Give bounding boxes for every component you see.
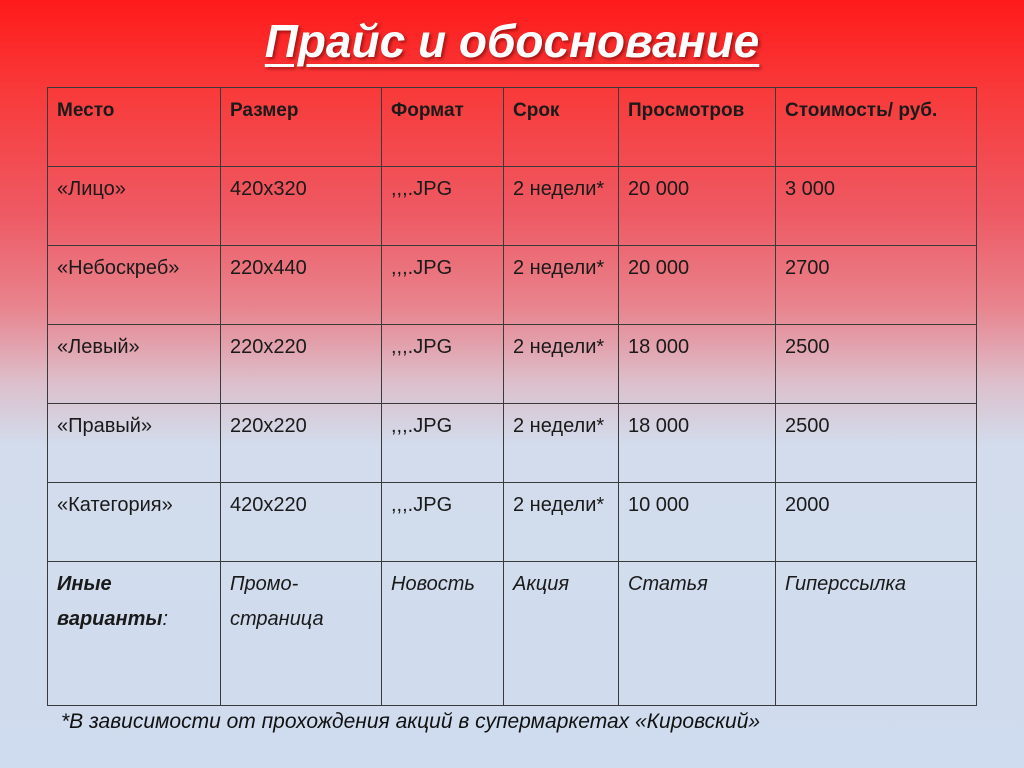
header-term: Срок [504,88,619,167]
cell-place: «Левый» [48,325,221,404]
header-size: Размер [221,88,382,167]
cell-views: 10 000 [619,483,776,562]
table-row [48,483,977,562]
cell-term: 2 недели* [504,167,619,246]
footnote: *В зависимости от прохождения акций в супермаркетах «Кировский» [61,710,761,733]
table-row [48,246,977,325]
cell-size: 420x320 [221,167,382,246]
cell-format: ,,,.JPG [382,246,504,325]
header-place: Место [48,88,221,167]
cell-cost: 3 000 [776,167,977,246]
cell-place: «Категория» [48,483,221,562]
cell-place: «Лицо» [48,167,221,246]
cell-term: 2 недели* [504,483,619,562]
other-option-article: Статья [619,562,776,706]
other-options-label-text: Иные варианты [57,573,163,630]
other-options-label [48,562,221,706]
table-header-row [48,88,977,167]
header-format: Формат [382,88,504,167]
header-views: Просмотров [619,88,776,167]
other-options-colon: : [162,608,169,630]
cell-cost: 2000 [776,483,977,562]
cell-format: ,,,.JPG [382,167,504,246]
cell-cost: 2500 [776,325,977,404]
cell-cost: 2700 [776,246,977,325]
cell-size: 220x220 [221,404,382,483]
table-row [48,325,977,404]
other-option-promotion: Акция [504,562,619,706]
header-cost: Стоимость/ руб. [776,88,977,167]
cell-size: 220x220 [221,325,382,404]
other-option-news: Новость [382,562,504,706]
other-option-promo: Промо-страница [221,562,382,706]
cell-views: 20 000 [619,167,776,246]
cell-format: ,,,.JPG [382,483,504,562]
cell-place: «Небоскреб» [48,246,221,325]
other-options-row [48,562,977,706]
cell-place: «Правый» [48,404,221,483]
price-table [47,87,977,706]
cell-format: ,,,.JPG [382,325,504,404]
cell-views: 18 000 [619,404,776,483]
cell-format: ,,,.JPG [382,404,504,483]
table-row [48,404,977,483]
cell-term: 2 недели* [504,325,619,404]
cell-views: 20 000 [619,246,776,325]
cell-term: 2 недели* [504,404,619,483]
table-row [48,167,977,246]
cell-cost: 2500 [776,404,977,483]
page-title: Прайс и обоснование [264,15,760,67]
other-option-hyperlink: Гиперссылка [776,562,977,706]
cell-size: 420x220 [221,483,382,562]
cell-term: 2 недели* [504,246,619,325]
cell-size: 220x440 [221,246,382,325]
cell-views: 18 000 [619,325,776,404]
